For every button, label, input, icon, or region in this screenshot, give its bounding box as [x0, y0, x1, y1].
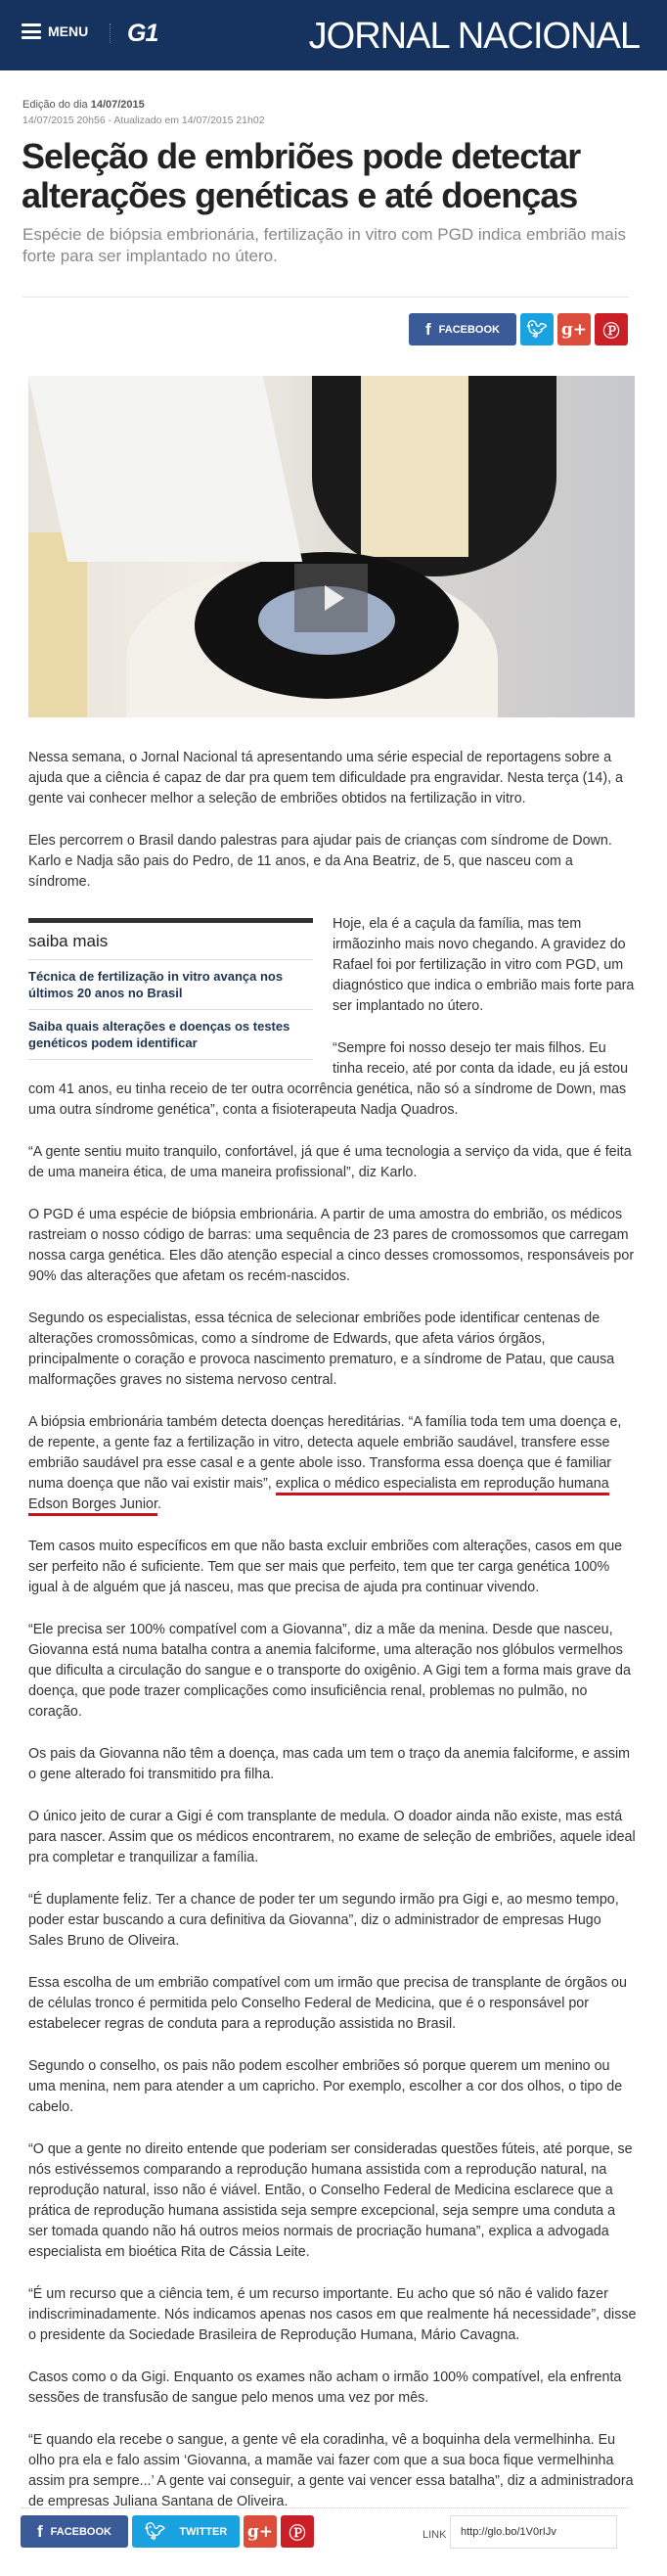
facebook-icon: f	[424, 319, 431, 339]
saiba-mais-title: saiba mais	[28, 923, 313, 960]
paragraph: Eles percorrem o Brasil dando palestras para ajudar pais de crianças com síndrome de Down. Karlo e Nadja são pais do Pedro, de 11 anos, e da Ana Beatriz, de 5, que nasceu com a síndrome.	[28, 833, 612, 890]
facebook-share-button[interactable]	[21, 2515, 128, 2548]
divider	[110, 23, 111, 43]
gplus-icon: g+	[560, 319, 588, 340]
publish-dates: 14/07/2015 20h56 - Atualizado em 14/07/2015 21h02	[22, 115, 265, 126]
twitter-icon: 🐦︎	[144, 2521, 166, 2542]
pinterest-icon: Ⓟ	[602, 322, 620, 342]
paragraph: “E quando ela recebe o sangue, a gente vê ela coradinha, vê a boquinha dela vermelhinha. Eu olho pra ela e falo assim ‘Giovanna, a mamãe vai fazer com que a sua boca fique vermelhinha assim pra sempre...’ A gente vai conseguir, a gente vai vencer essa batalha”, diz a administradora de empresas Juliana Santana de Oliveira.	[28, 2432, 634, 2509]
site-header	[0, 0, 667, 70]
paragraph: “A gente sentiu muito tranquilo, confortável, já que é uma tecnologia a serviço da vida, que é feita de uma maneira ética, de uma maneira profissional”, diz Karlo.	[28, 1144, 632, 1180]
facebook-share-button[interactable]	[409, 313, 516, 345]
paragraph: O PGD é uma espécie de biópsia embrionária. A partir de uma amostra do embrião, os médicos rastreiam o nosso código de barras: uma sequência de 23 pares de cromossomos que carregam nossa carga genética. Eles dão atenção especial a cinco desses cromossomos, responsáveis por 90% das alterações que afetam os recém-nascidos.	[28, 1207, 635, 1284]
article-body	[28, 748, 637, 2534]
video-player[interactable]	[28, 376, 635, 717]
saiba-mais-link[interactable]: Saiba quais alterações e doenças os testes genéticos podem identificar	[28, 1010, 313, 1060]
edition-info	[22, 99, 145, 111]
menu-label: MENU	[48, 23, 89, 39]
saiba-mais-box	[28, 918, 313, 1060]
paragraph	[28, 1412, 637, 1515]
gplus-share-button[interactable]	[244, 2515, 277, 2548]
twitter-share-button[interactable]	[132, 2515, 240, 2548]
paragraph: Hoje, ela é a caçula da família, mas tem irmãozinho mais novo chegando. A gravidez do Rafael foi por fertilização in vitro com PGD, um diagnóstico que indica o embrião mais forte para ser implantado no útero.	[333, 916, 635, 1014]
paragraph: Nessa semana, o Jornal Nacional tá apresentando uma série especial de reportagens sobre a ajuda que a ciência é capaz de dar pra quem tem dificuldade pra engravidar. Nesta terça (14), a gente vai conhecer melhor a seleção de embriões obtidos na fertilização in vitro.	[28, 750, 623, 806]
twitter-icon: 🐦︎	[526, 319, 548, 340]
share-bar-top	[409, 313, 628, 345]
divider	[22, 2507, 628, 2508]
edition-date: 14/07/2015	[90, 99, 145, 111]
article-subtitle: Espécie de biópsia embrionária, fertilização in vitro com PGD indica embrião mais forte para ser implantado no útero.	[22, 225, 626, 265]
paragraph: Tem casos muito específicos em que não basta excluir embriões com alterações, casos em que ser perfeito não é suficiente. Tem que ser mais que perfeito, tem que ter carga genética 100% igual à de alguém que já nasceu, mas que precisa de ajuda pra continuar vivendo.	[28, 1539, 623, 1595]
saiba-mais-link[interactable]: Técnica de fertilização in vitro avança nos últimos 20 anos no Brasil	[28, 960, 313, 1010]
facebook-label: FACEBOOK	[50, 2525, 111, 2538]
link-label: LINK	[422, 2529, 447, 2541]
short-link-field[interactable]	[450, 2515, 617, 2549]
jornal-nacional-brand[interactable]: JORNAL NACIONAL	[308, 16, 640, 57]
paragraph: Casos como o da Gigi. Enquanto os exames não acham o irmão 100% compatível, ela enfrenta sessões de transfusão de sangue pelo menos uma vez por mês.	[28, 2369, 622, 2406]
paragraph: “Sempre foi nosso desejo ter mais filhos. Eu tinha receio, até por conta da idade, eu já estou com 41 anos, eu tinha receio de ter outra ocorrência genética, não só a síndrome de Down, mas uma outra síndrome genética”, conta a fisioterapeuta Nadja Quadros.	[28, 1040, 629, 1118]
paragraph: Segundo os especialistas, essa técnica de selecionar embriões pode identificar centenas de alterações cromossômicas, como a síndrome de Edwards, que afeta vários órgãos, principalmente o coração e provoca nascimento prematuro, e a síndrome de Patau, que causa malformações graves no sistema nervoso central.	[28, 1311, 615, 1388]
pinterest-share-button[interactable]	[595, 313, 628, 345]
g1-logo[interactable]: G1	[127, 20, 158, 47]
highlighted-attribution[interactable]: explica o médico especialista em reprodução humana Edson Borges Junior	[28, 1476, 609, 1516]
twitter-label: TWITTER	[179, 2525, 228, 2538]
video-frame-detail	[28, 376, 302, 562]
paragraph: “O que a gente no direito entende que poderiam ser consideradas questões fúteis, até porque, se nós estivéssemos comparando a reprodução humana assistida com a reprodução natural, na reprodução natural, isso não é viável. Então, o Conselho Federal de Medicina esclarece que a prática de reprodução humana assistida seja sempre excepcional, seja sempre uma conduta a ser tomada quando não há outros meios normais de procriação humana”, explica a advogada especialista em bioética Rita de Cássia Leite.	[28, 2141, 633, 2260]
edition-prefix: Edição do dia	[22, 99, 91, 111]
facebook-icon: f	[36, 2521, 43, 2541]
play-icon[interactable]	[294, 564, 368, 632]
twitter-share-button[interactable]	[520, 313, 554, 345]
paragraph: Os pais da Giovanna não têm a doença, mas cada um tem o traço da anemia falciforme, e assim o gene alterado foi transmitido pra filha.	[28, 1746, 631, 1782]
pinterest-icon: Ⓟ	[289, 2524, 306, 2544]
article-title: Seleção de embriões pode detectar alterações genéticas e até doenças	[22, 136, 581, 215]
gplus-icon: g+	[246, 2521, 274, 2542]
video-frame-detail	[361, 376, 468, 557]
paragraph-text: A biópsia embrionária também detecta doenças hereditárias. “A família toda tem uma doença e, de repente, a gente faz a fertilização in vitro, detecta aquele embrião saudável, transfere esse embrião saudável pra esse casal e a gente abole isso. Transforma essa doença que é familiar numa doença que não vai existir mais”,	[28, 1414, 622, 1492]
paragraph: “É um recurso que a ciência tem, é um recurso importante. Eu acho que só não é valido fazer indiscriminadamente. Nós indicamos apenas nos casos em que realmente há necessidade”, disse o presidente da Sociedade Brasileira de Reprodução Humana, Mário Cavagna.	[28, 2286, 637, 2343]
facebook-label: FACEBOOK	[438, 323, 500, 336]
divider	[22, 297, 629, 298]
paragraph-text: .	[156, 1496, 161, 1512]
paragraph: “É duplamente feliz. Ter a chance de poder ter um segundo irmão pra Gigi e, ao mesmo tempo, poder estar buscando a cura definitiva da Giovanna”, diz o administrador de empresas Hugo Sales Bruno de Oliveira.	[28, 1892, 619, 1949]
hamburger-icon	[22, 23, 41, 39]
paragraph: Essa escolha de um embrião compatível com um irmão que precisa de transplante de órgãos ou de células tronco é permitida pelo Conselho Federal de Medicina, que é o responsável por estabelecer regras de conduta para a reprodução assistida no Brasil.	[28, 1975, 627, 2032]
pinterest-share-button[interactable]	[281, 2515, 314, 2548]
gplus-share-button[interactable]	[557, 313, 591, 345]
share-bar-bottom	[21, 2515, 314, 2548]
paragraph: O único jeito de curar a Gigi é com transplante de medula. O doador ainda não existe, mas está para nascer. Assim que os médicos encontrarem, no exame de seleção de embriões, aquele ideal pra completar e tranquilizar a família.	[28, 1809, 636, 1865]
menu-button[interactable]	[22, 23, 88, 39]
paragraph: Segundo o conselho, os pais não podem escolher embriões só porque querem um menino ou uma menina, nem para atender a um capricho. Por exemplo, escolher a cor dos olhos, o tipo de cabelo.	[28, 2058, 623, 2115]
paragraph: “Ele precisa ser 100% compatível com a Giovanna”, diz a mãe da menina. Desde que nasceu, Giovanna está numa batalha contra a anemia falciforme, uma alteração nos glóbulos vermelhos que dificulta a circulação do sangue e o transporte do oxigênio. A Gigi tem a forma mais grave da doença, que pode trazer complicações como insuficiência renal, problemas no pulmão, no coração.	[28, 1622, 631, 1720]
